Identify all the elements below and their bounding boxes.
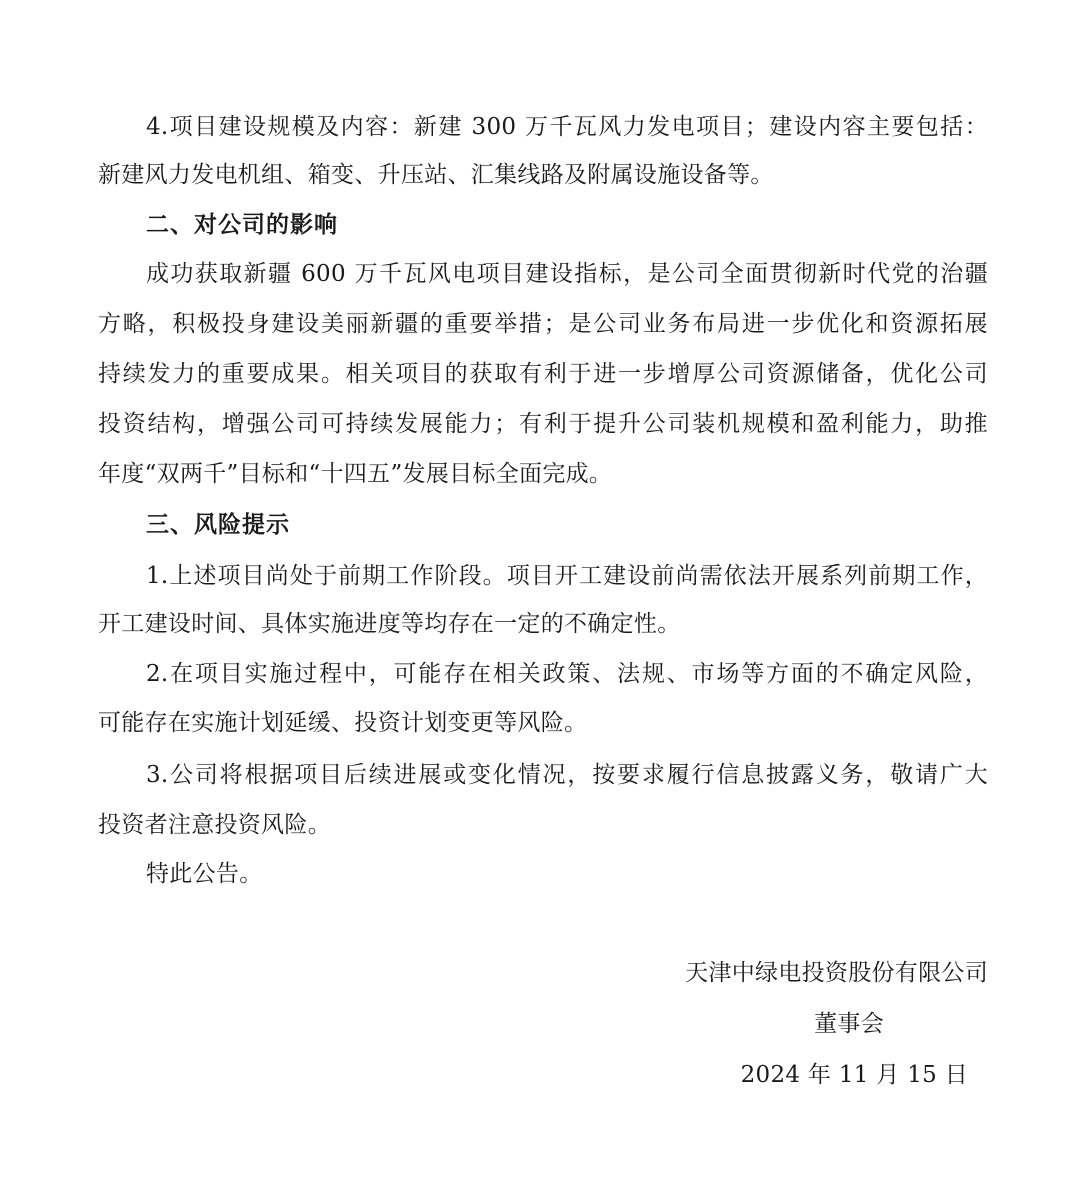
risk-item-1-line-2: 开工建设时间、具体实施进度等均存在一定的不确定性。: [98, 611, 681, 637]
impact-paragraph-line-2: 方略，积极投身建设美丽新疆的重要举措；是公司业务布局进一步优化和资源拓展: [98, 311, 988, 337]
risk-item-3-line-2: 投资者注意投资风险。: [98, 812, 331, 838]
signature-date: 2024 年 11 月 15 日: [740, 1062, 968, 1088]
risk-item-1-line-1: 1.上述项目尚处于前期工作阶段。项目开工建设前尚需依法开展系列前期工作，: [146, 563, 988, 589]
impact-paragraph-line-5: 年度“双两千”目标和“十四五”发展目标全面完成。: [98, 461, 613, 487]
signature-company: 天津中绿电投资股份有限公司: [685, 960, 988, 986]
closing-statement: 特此公告。: [146, 861, 263, 887]
signature-board: 董事会: [814, 1011, 884, 1037]
scale-paragraph-line-1: 4.项目建设规模及内容：新建 300 万千瓦风力发电项目；建设内容主要包括：: [146, 114, 988, 140]
impact-paragraph-line-1: 成功获取新疆 600 万千瓦风电项目建设指标，是公司全面贯彻新时代党的治疆: [146, 261, 988, 287]
scale-paragraph-line-2: 新建风力发电机组、箱变、升压站、汇集线路及附属设施设备等。: [98, 162, 774, 188]
risk-heading: 三、风险提示: [146, 512, 290, 538]
impact-paragraph-line-3: 持续发力的重要成果。相关项目的获取有利于进一步增厚公司资源储备，优化公司: [98, 361, 988, 387]
risk-item-3-line-1: 3.公司将根据项目后续进展或变化情况，按要求履行信息披露义务，敬请广大: [146, 762, 988, 788]
risk-item-2-line-1: 2.在项目实施过程中，可能存在相关政策、法规、市场等方面的不确定风险，: [146, 661, 988, 687]
impact-heading: 二、对公司的影响: [146, 212, 338, 238]
impact-paragraph-line-4: 投资结构，增强公司可持续发展能力；有利于提升公司装机规模和盈利能力，助推: [98, 411, 988, 437]
risk-item-2-line-2: 可能存在实施计划延缓、投资计划变更等风险。: [98, 710, 588, 736]
